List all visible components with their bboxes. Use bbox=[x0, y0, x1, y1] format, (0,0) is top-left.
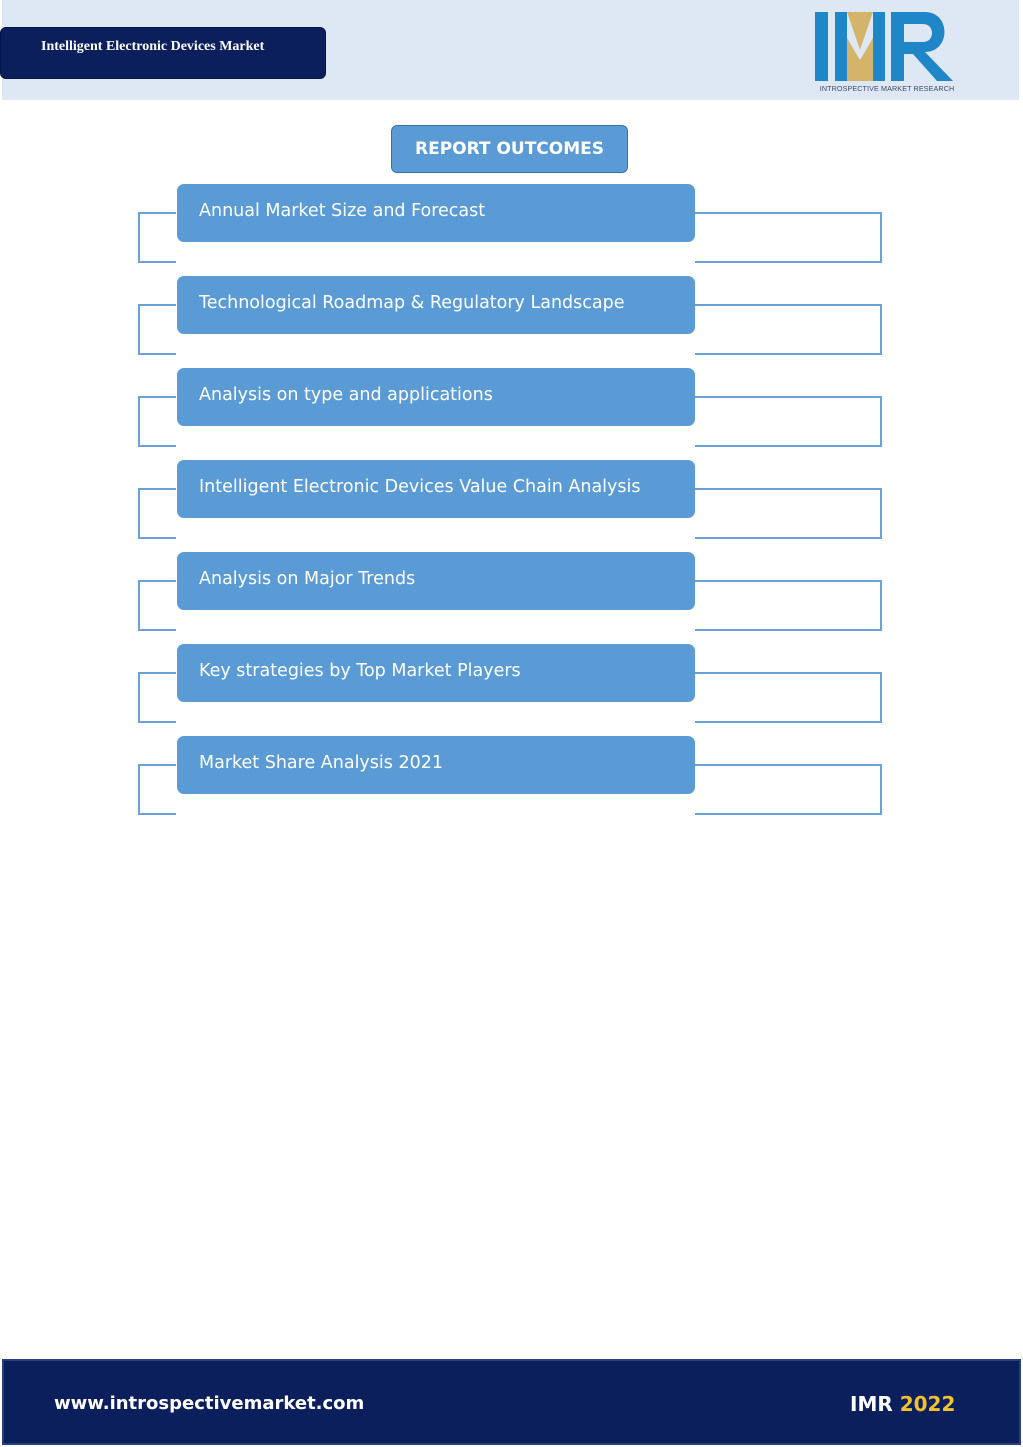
report-outcomes-heading: REPORT OUTCOMES bbox=[391, 125, 628, 173]
outcome-frame bbox=[138, 580, 176, 631]
footer-year: 2022 bbox=[899, 1392, 956, 1416]
outcome-row bbox=[0, 552, 1023, 642]
outcome-item bbox=[177, 460, 695, 518]
outcome-frame bbox=[138, 304, 176, 355]
outcome-item-label: Analysis on Major Trends bbox=[199, 569, 416, 589]
imr-logo-icon bbox=[813, 10, 961, 84]
document-title-tab bbox=[0, 27, 326, 79]
outcome-row bbox=[0, 644, 1023, 734]
outcome-frame bbox=[138, 764, 176, 815]
outcome-frame bbox=[695, 764, 882, 815]
footer-brand bbox=[850, 1392, 955, 1416]
outcome-item bbox=[177, 276, 695, 334]
outcome-row bbox=[0, 368, 1023, 458]
outcome-item-label: Analysis on type and applications bbox=[199, 385, 493, 405]
logo-caption: INTROSPECTIVE MARKET RESEARCH bbox=[819, 84, 955, 93]
document-title: Intelligent Electronic Devices Market bbox=[41, 39, 265, 54]
outcome-frame bbox=[138, 212, 176, 263]
outcome-item-label: Intelligent Electronic Devices Value Chain Analysis bbox=[199, 477, 641, 497]
outcome-frame bbox=[695, 672, 882, 723]
outcome-frame bbox=[695, 304, 882, 355]
outcome-item bbox=[177, 368, 695, 426]
outcome-item-label: Market Share Analysis 2021 bbox=[199, 753, 443, 773]
outcome-row bbox=[0, 460, 1023, 550]
outcome-row bbox=[0, 736, 1023, 826]
footer-brand-name: IMR bbox=[850, 1392, 893, 1416]
outcome-item-label: Technological Roadmap & Regulatory Landscape bbox=[199, 293, 625, 313]
outcome-item bbox=[177, 184, 695, 242]
website-link[interactable]: www.introspectivemarket.com bbox=[54, 1393, 365, 1414]
outcome-row bbox=[0, 184, 1023, 274]
outcome-item bbox=[177, 552, 695, 610]
outcome-item-label: Key strategies by Top Market Players bbox=[199, 661, 521, 681]
outcome-frame bbox=[695, 396, 882, 447]
outcome-item-label: Annual Market Size and Forecast bbox=[199, 201, 486, 221]
outcome-item bbox=[177, 644, 695, 702]
outcome-frame bbox=[138, 396, 176, 447]
outcome-frame bbox=[695, 488, 882, 539]
imr-logo bbox=[813, 10, 961, 94]
footer-bar bbox=[2, 1359, 1021, 1445]
outcome-item bbox=[177, 736, 695, 794]
outcome-row bbox=[0, 276, 1023, 366]
outcome-frame bbox=[138, 672, 176, 723]
outcome-frame bbox=[695, 580, 882, 631]
outcome-frame bbox=[695, 212, 882, 263]
outcome-frame bbox=[138, 488, 176, 539]
